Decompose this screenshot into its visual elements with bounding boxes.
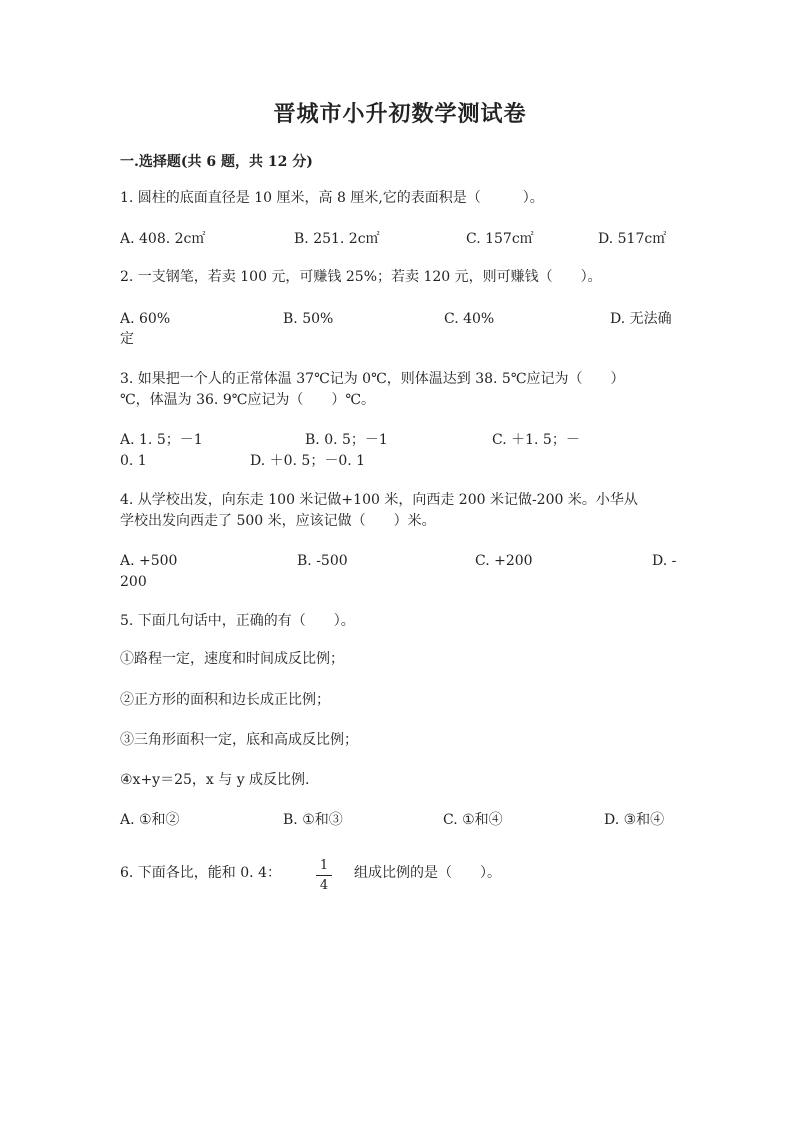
question-3-text-line2: ℃，体温为 36. 9℃应记为（ ）℃。 — [120, 392, 376, 408]
question-1-option-b: B. 251. 2c㎡ — [294, 231, 380, 247]
question-1-text: 1. 圆柱的底面直径是 10 厘米，高 8 厘米,它的表面积是（ ）。 — [120, 190, 544, 206]
question-2-option-a: A. 60% — [120, 311, 171, 327]
question-3-option-a: A. 1. 5；－1 — [120, 432, 203, 448]
question-4-option-c: C. +200 — [475, 553, 533, 569]
question-4-text-line2: 学校出发向西走了 500 米，应该记做（ ）米。 — [120, 513, 436, 529]
question-6-text-after: 组成比例的是（ ）。 — [354, 865, 501, 881]
question-5-text: 5. 下面几句话中，正确的有（ ）。 — [120, 613, 355, 629]
question-1-option-a: A. 408. 2c㎡ — [120, 231, 206, 247]
question-5-option-a: A. ①和② — [120, 812, 180, 828]
question-3-text-line1: 3. 如果把一个人的正常体温 37℃记为 0℃，则体温达到 38. 5℃应记为（ ） — [120, 371, 625, 387]
question-5-option-c: C. ①和④ — [443, 812, 503, 828]
question-2-text: 2. 一支钢笔，若卖 100 元，可赚钱 25%；若卖 120 元，则可赚钱（ ）。 — [120, 269, 602, 285]
question-5-statement-2: ②正方形的面积和边长成正比例； — [120, 692, 330, 708]
question-3-option-c: C. ＋1. 5；－ — [492, 432, 580, 448]
question-2-option-d: D. 无法确 — [610, 311, 672, 327]
page-title: 晋城市小升初数学测试卷 — [273, 101, 527, 127]
question-5-statement-3: ③三角形面积一定，底和高成反比例； — [120, 732, 358, 748]
question-4-option-d: D. - — [652, 553, 677, 569]
question-2-option-d-continued: 定 — [120, 331, 134, 347]
question-5-statement-1: ①路程一定，速度和时间成反比例； — [120, 651, 344, 667]
question-3-option-d: D. ＋0. 5；－0. 1 — [250, 453, 366, 469]
question-5-option-b: B. ①和③ — [283, 812, 343, 828]
question-1-option-d: D. 517c㎡ — [598, 231, 667, 247]
question-2-option-c: C. 40% — [444, 311, 495, 327]
section-heading: 一.选择题(共 6 题，共 12 分) — [120, 154, 313, 170]
fraction-numerator: 1 — [319, 858, 329, 873]
fraction-denominator: 4 — [319, 878, 329, 893]
fraction-one-quarter — [316, 858, 332, 893]
question-5-option-d: D. ③和④ — [604, 812, 665, 828]
fraction-bar — [316, 875, 332, 876]
question-4-text-line1: 4. 从学校出发，向东走 100 米记做+100 米，向西走 200 米记做-200 米。小华从 — [120, 492, 638, 508]
question-2-option-b: B. 50% — [283, 311, 334, 327]
question-3-option-b: B. 0. 5；－1 — [305, 432, 388, 448]
question-4-option-a: A. +500 — [120, 553, 178, 569]
question-6-text-before: 6. 下面各比，能和 0. 4： — [120, 865, 281, 881]
question-3-option-c-continued: 0. 1 — [120, 453, 147, 469]
question-4-option-b: B. -500 — [297, 553, 348, 569]
question-5-statement-4: ④x+y＝25，x 与 y 成反比例. — [120, 772, 310, 788]
question-4-option-d-continued: 200 — [120, 574, 147, 590]
question-1-option-c: C. 157c㎡ — [466, 231, 534, 247]
